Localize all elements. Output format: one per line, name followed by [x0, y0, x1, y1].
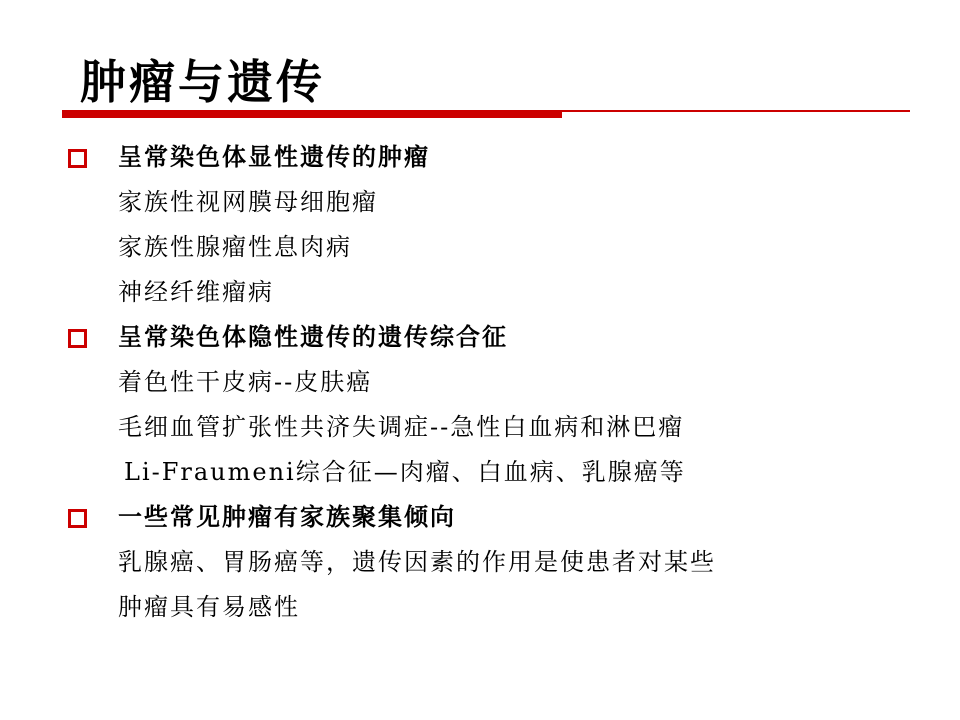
sub-item-text: Li-Fraumeni综合征—肉瘤、白血病、乳腺癌等 [124, 458, 686, 486]
bullet-heading: 呈常染色体隐性遗传的遗传综合征 [118, 322, 508, 351]
sub-item [0, 451, 960, 496]
sub-item [0, 541, 960, 586]
title-underline-thick [62, 112, 562, 118]
sub-item [0, 586, 960, 631]
sub-item [0, 181, 960, 226]
square-bullet-icon [68, 329, 87, 348]
sub-item [0, 406, 960, 451]
sub-item-text: 肿瘤具有易感性 [118, 593, 300, 621]
sub-item-text: 乳腺癌、胃肠癌等，遗传因素的作用是使患者对某些 [118, 548, 716, 576]
sub-item-text: 家族性腺瘤性息肉病 [118, 233, 352, 261]
sub-item-text: 着色性干皮病--皮肤癌 [118, 368, 373, 396]
bullet-heading: 呈常染色体显性遗传的肿瘤 [118, 142, 430, 171]
sub-item [0, 226, 960, 271]
bullet-item [0, 496, 960, 541]
bullet-item [0, 136, 960, 181]
square-bullet-icon [68, 149, 87, 168]
sub-item-text: 家族性视网膜母细胞瘤 [118, 188, 378, 216]
sub-item-text: 毛细血管扩张性共济失调症--急性白血病和淋巴瘤 [118, 413, 685, 441]
sub-item-text: 神经纤维瘤病 [118, 278, 274, 306]
slide-content [0, 136, 960, 631]
sub-item [0, 361, 960, 406]
square-bullet-icon [68, 509, 87, 528]
slide-title: 肿瘤与遗传 [80, 55, 325, 109]
sub-item [0, 271, 960, 316]
bullet-heading: 一些常见肿瘤有家族聚集倾向 [118, 502, 456, 531]
bullet-item [0, 316, 960, 361]
